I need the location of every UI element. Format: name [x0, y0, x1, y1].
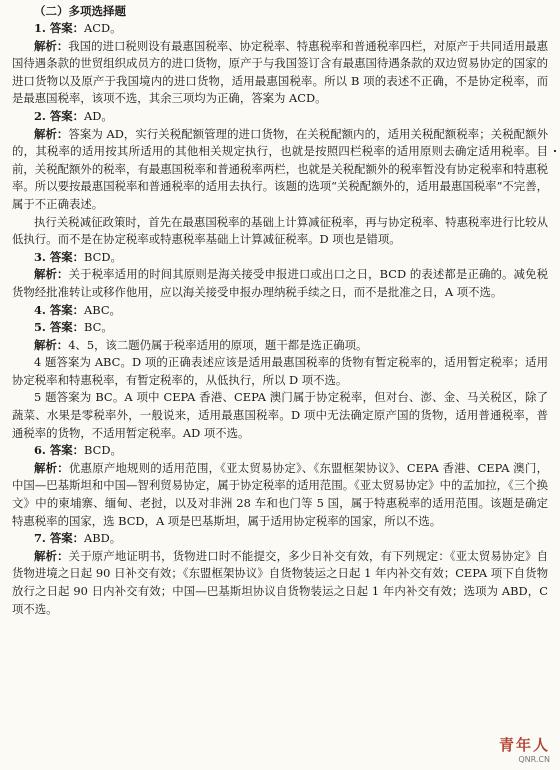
- answer-label: 7. 答案：: [34, 531, 85, 546]
- explanation-paragraph: 4 题答案为 ABC。D 项的正确表述应该是适用最惠国税率的货物有暂定税率的，适用暂定税率；适用协定税率和特惠税率，有暂定税率的，从低执行，所以 D 项不选。: [12, 355, 548, 387]
- watermark-logo: [499, 734, 550, 764]
- answer-line: [34, 108, 548, 126]
- answer-label: 3. 答案：: [34, 249, 85, 264]
- answer-line: [34, 302, 548, 320]
- explanation-label: 解析：: [34, 126, 69, 141]
- explanation: [12, 38, 548, 108]
- explanation: [12, 337, 548, 355]
- explanation-text: 我国的进口税则设有最惠国税率、协定税率、特惠税率和普通税率四栏，对原产于共同适用最惠国待遇条款的世贸组织成员方的进口货物，原产于与我国签订含有最惠国待遇条款的双边贸易协定的国家的进口货物以及原产于我国境内的进口货物，适用最惠国税率。所以 B 项的表述不正确，不是协定税率，而是最惠国税率，该项不选，其余三项均为正确，答案为 ACD。: [12, 38, 548, 106]
- explanation-text: 关于税率适用的时间其原则是海关接受申报进口或出口之日，BCD 的表述都是正确的。减免税货物经批准转让或移作他用，应以海关接受申报办理纳税手续之日，而不是批准之日，A 项不选。: [12, 267, 548, 299]
- explanation-label: 解析：: [34, 267, 69, 282]
- section-title: （二）多项选择题: [34, 4, 126, 18]
- scan-speck: [554, 150, 556, 152]
- explanation-text: 4、5，该二题仍属于税率适用的原项，题干都是选正确项。: [68, 337, 368, 352]
- watermark-url: QNR.CN: [518, 755, 550, 764]
- answer-value: BCD。: [84, 443, 122, 458]
- explanation-label: 解析：: [34, 460, 69, 475]
- answer-label: 4. 答案：: [34, 302, 85, 317]
- answer-line: [34, 530, 548, 548]
- answer-value: AD。: [84, 108, 113, 123]
- answer-line: [34, 442, 548, 460]
- explanation: [12, 266, 548, 301]
- watermark-title: 青年人: [498, 736, 550, 754]
- answer-value: ABC。: [84, 302, 121, 317]
- answer-label: 5. 答案：: [34, 320, 85, 335]
- answer-value: BCD。: [84, 249, 122, 264]
- answer-line: [34, 249, 548, 267]
- explanation-paragraph: 5 题答案为 BC。A 项中 CEPA 香港、CEPA 澳门属于协定税率，但对台、澎、金、马关税区，除了蔬菜、水果是零税率外，一般说来，适用最惠国税率。D 项中无法确定原产国的货物，适用普通税率，普通税率的货物，不适用暂定税率。AD 项不选。: [12, 390, 548, 440]
- explanation-label: 解析：: [34, 548, 69, 563]
- explanation: [12, 548, 548, 618]
- answer-label: 2. 答案：: [34, 108, 85, 123]
- explanation: [12, 460, 548, 530]
- answer-label: 1. 答案：: [34, 21, 85, 35]
- explanation-text: 优惠原产地规则的适用范围，《亚太贸易协定》、《东盟框架协议》、CEPA 香港、CEPA 澳门，中国—巴基斯坦和中国—智利贸易协定，属于协定税率的适用范围。《亚太贸易协定》中的孟加拉，《三个换文》中的柬埔寨、缅甸、老挝，以及对非洲 28 车和也门等 5 国，属于特惠税率的适用范围。该题是确定特惠税率的国家，选 BCD，A 项是巴基斯坦，属于适用协定税率的国家，所以不选。: [12, 460, 548, 528]
- explanation-paragraph: 执行关税减征政策时，首先在最惠国税率的基础上计算减征税率，再与协定税率、特惠税率进行比较从低执行。而不是在协定税率或特惠税率基础上计算减征税率。D 项也是错项。: [12, 214, 548, 247]
- explanation-text: 答案为 AD，实行关税配额管理的进口货物，在关税配额内的，适用关税配额税率；关税配额外的，其税率的适用按其所适用的其他相关规定执行，也就是按照四栏税率的适用原则去确定适用税率。目前，关税配额外的税率，有最惠国税率和普通税率两栏，也就是关税配额外的税率暂没有协定税率和特惠税率。所以要按最惠国税率和普通税率的适用去执行。该题的选项“关税配额外的，适用最惠国税率”不完善，属于不正确表述。: [12, 126, 548, 211]
- answer-label: 6. 答案：: [34, 443, 85, 458]
- answer-value: ABD。: [84, 531, 122, 546]
- answer-value: BC。: [84, 320, 113, 335]
- explanation-label: 解析：: [34, 337, 69, 352]
- explanation: [12, 126, 548, 214]
- answer-line: [34, 20, 548, 38]
- answer-line: [34, 319, 548, 337]
- answer-value: ACD。: [84, 21, 122, 35]
- explanation-text: 关于原产地证明书，货物进口时不能提交，多少日补交有效，有下列规定：《亚太贸易协定》自货物进境之日起 90 日补交有效；《东盟框架协议》自货物装运之日起 1 年内补交有效；CEPA 项下自货物放行之日起 90 日内补交有效；中国—巴基斯坦协议自货物装运之日起 1 年内补交有效；选项为 ABD，C 项不选。: [12, 548, 548, 616]
- explanation-label: 解析：: [34, 38, 69, 53]
